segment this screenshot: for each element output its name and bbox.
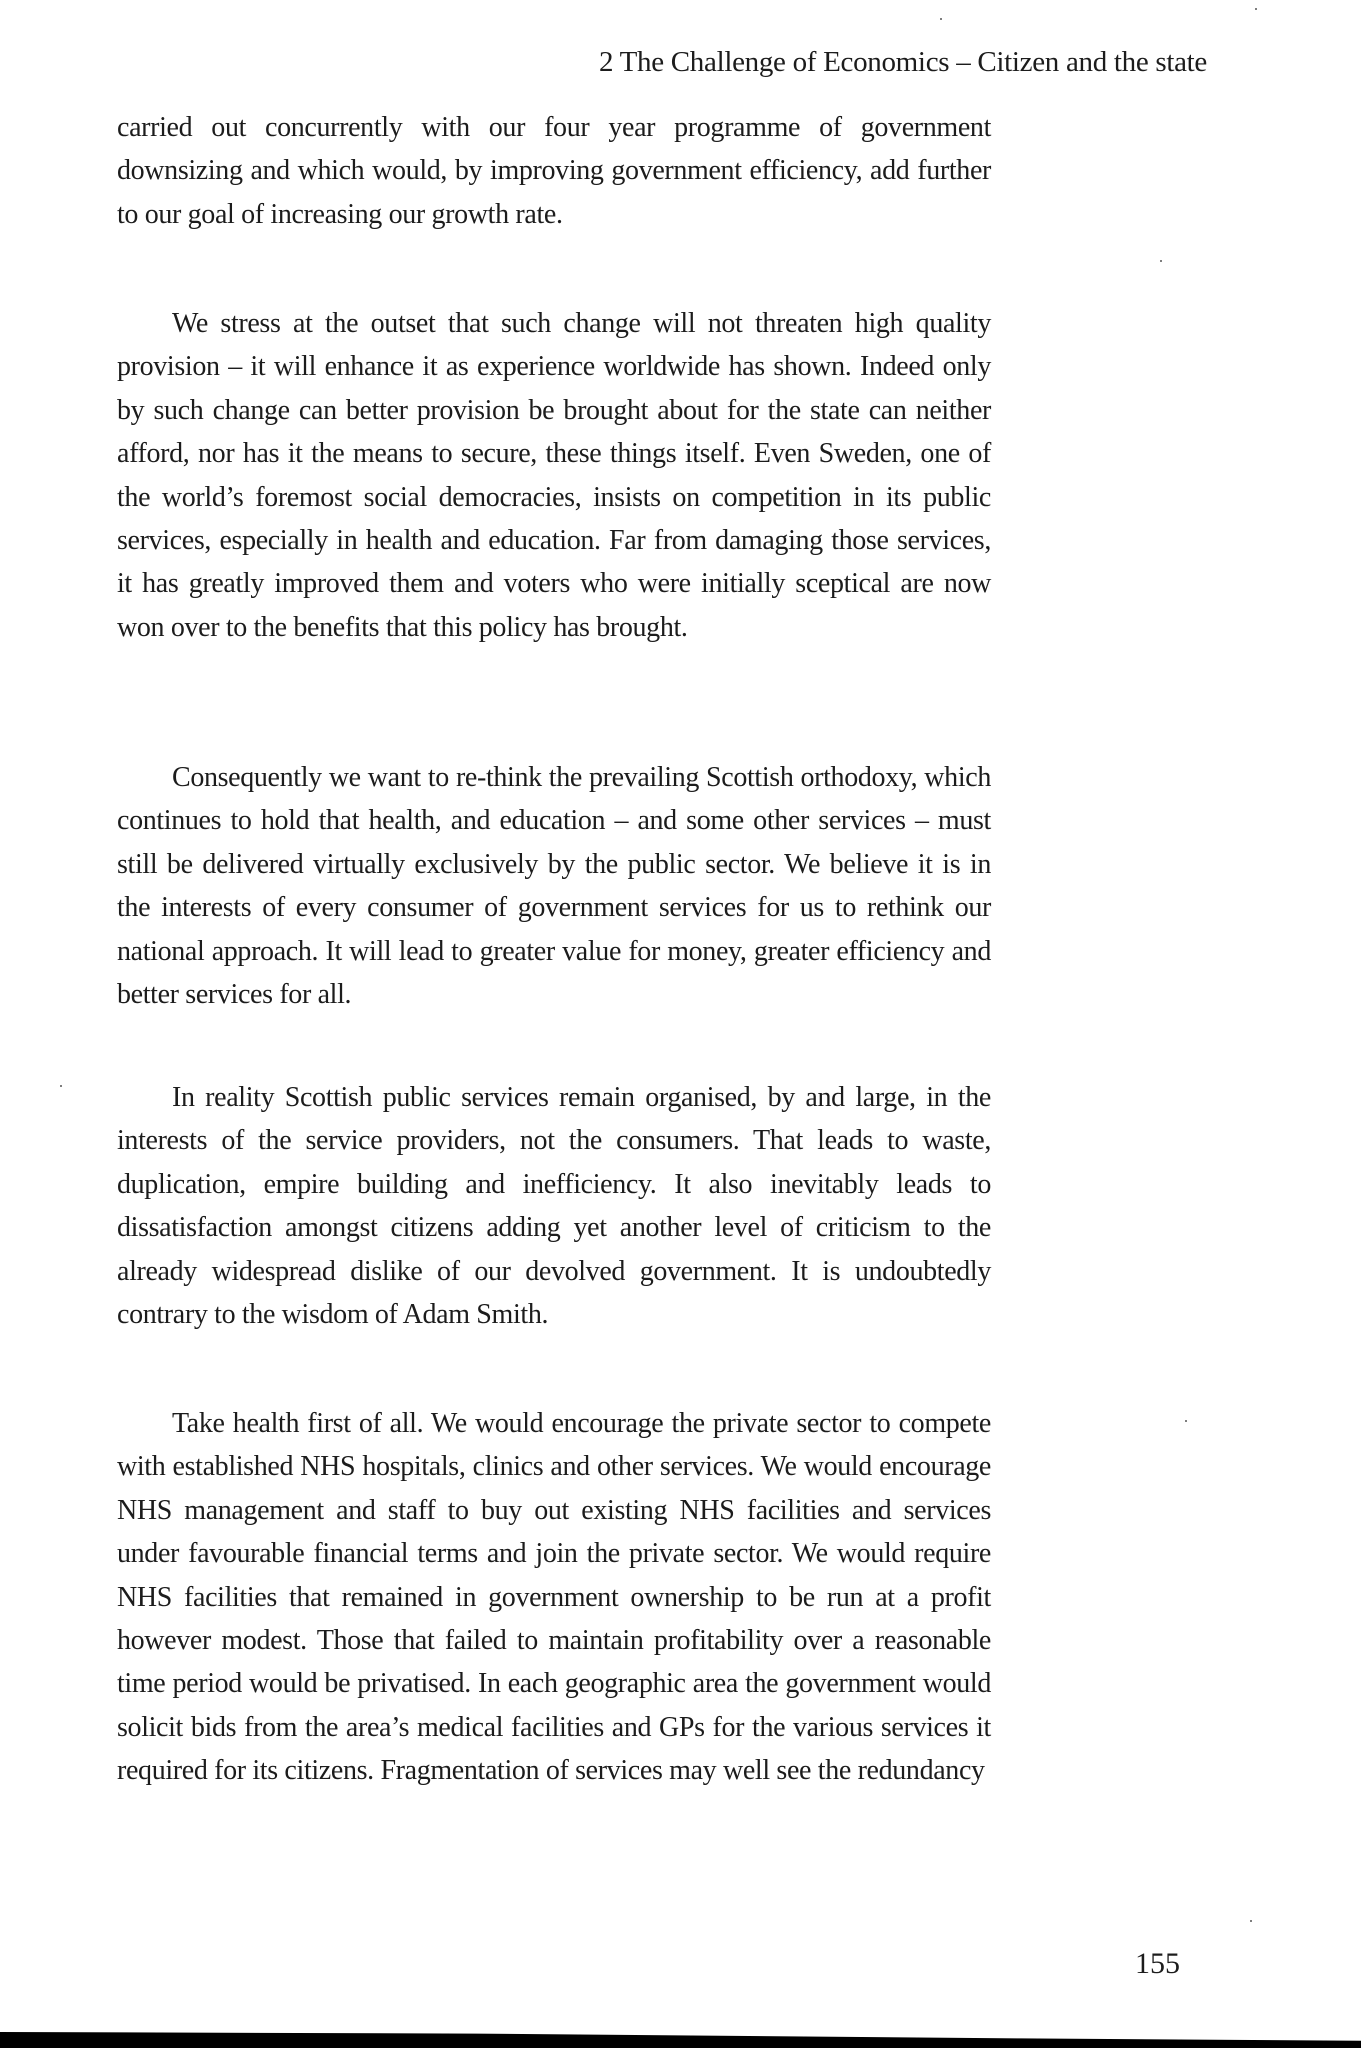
paragraph-public-services: In reality Scottish public services remain organised, by and large, in the interests of the service providers, not the consumers. That leads to waste, duplication, empire building and inefficiency. It also inevitably leads to dissatisfaction amongst citizens adding yet another level of criticism to the already widespread dislike of our devolved government. It is undoubtedly contrary to the wisdom of Adam Smith. xyxy=(117,1082,991,1331)
scan-speck xyxy=(1255,8,1257,10)
scan-edge-shadow xyxy=(0,2032,1361,2048)
paragraph-scottish-orthodoxy: Consequently we want to re-think the prevailing Scottish orthodoxy, which continues to hold that health, and education – and some other services – must still be delivered virtually exclusively by the public sector. We believe it is in the interests of every consumer of government services for us to rethink our national approach. It will lead to greater value for money, greater efficiency and better services for all. xyxy=(117,762,991,1011)
paragraph-health: Take health first of all. We would encourage the private sector to compete with established NHS hospitals, clinics and other services. We would encourage NHS management and staff to buy out existing NHS facilities and services under favourable financial terms and join the private sector. We would require NHS facilities that remained in government ownership to be run at a profit however modest. Those that failed to maintain profitability over a reasonable time period would be privatised. In each geographic area the government would solicit bids from the area’s medical facilities and GPs for the various services it required for its citizens. Fragmentation of services may well see the redundancy xyxy=(117,1408,991,1787)
paragraph-continuation: carried out concurrently with our four year programme of government downsizing and which would, by improving government efficiency, add further to our goal of increasing our growth rate. xyxy=(117,112,991,230)
scan-speck xyxy=(1185,1420,1187,1422)
scan-speck xyxy=(60,1085,62,1087)
running-head: 2 The Challenge of Economics – Citizen and the state xyxy=(599,46,1207,78)
scan-speck xyxy=(1250,1920,1252,1922)
scan-speck xyxy=(1160,260,1162,262)
scan-speck xyxy=(940,18,942,20)
paragraph-sweden: We stress at the outset that such change will not threaten high quality provision – it will enhance it as experience worldwide has shown. Indeed only by such change can better provision be brought about for the state can neither afford, nor has it the means to secure, these things itself. Even Sweden, one of the world’s foremost social democracies, insists on competition in its public services, especially in health and education. Far from damaging those services, it has greatly improved them and voters who were initially sceptical are now won over to the benefits that this policy has brought. xyxy=(117,308,991,643)
page-number: 155 xyxy=(1135,1947,1180,1980)
